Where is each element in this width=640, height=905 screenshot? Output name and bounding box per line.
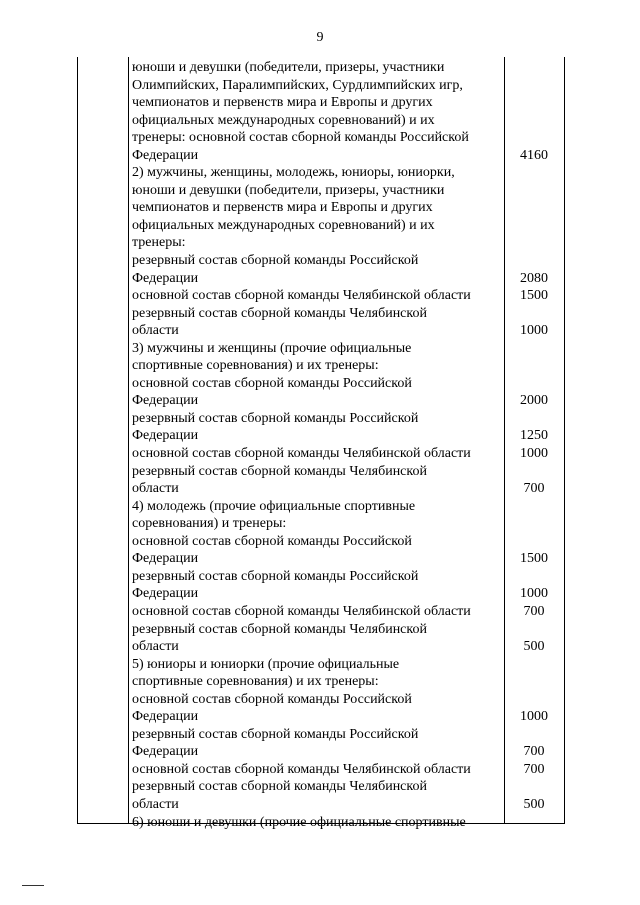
row-description xyxy=(132,375,504,410)
description-line: тренеры: xyxy=(132,235,186,251)
table-row xyxy=(132,726,564,761)
description-line: спортивные соревнования) и их тренеры: xyxy=(132,674,379,690)
table-row xyxy=(132,814,564,832)
description-line: Федерации xyxy=(132,744,199,760)
row-description xyxy=(132,814,504,832)
description-line: Федерации xyxy=(132,147,199,163)
description-line: области xyxy=(132,639,179,655)
description-line: спортивные соревнования) и их тренеры: xyxy=(132,358,379,374)
row-description xyxy=(132,621,504,656)
row-value: 1500 xyxy=(520,288,548,304)
table-row xyxy=(132,340,564,375)
description-line: области xyxy=(132,323,179,339)
table-rows xyxy=(132,59,564,831)
table-row xyxy=(132,761,564,779)
row-value: 700 xyxy=(523,744,545,760)
document-table xyxy=(77,57,565,830)
table-row xyxy=(132,498,564,533)
description-line: основной состав сборной команды Челябинской области xyxy=(132,288,471,304)
row-description xyxy=(132,778,504,813)
description-line: 4) молодежь (прочие официальные спортивные xyxy=(132,498,416,514)
description-line: основной состав сборной команды Российской xyxy=(132,691,412,707)
description-line: основной состав сборной команды Челябинской области xyxy=(132,603,471,619)
description-line: резервный состав сборной команды Челябинской xyxy=(132,621,427,637)
description-line: основной состав сборной команды Российской xyxy=(132,375,412,391)
footer-mark xyxy=(22,885,44,886)
row-description xyxy=(132,287,504,305)
description-line: резервный состав сборной команды Челябинской xyxy=(132,463,427,479)
row-description xyxy=(132,656,504,691)
row-value: 500 xyxy=(523,639,545,655)
description-line: юноши и девушки (победители, призеры, участники xyxy=(132,60,445,75)
description-line: официальных международных соревнований) и их xyxy=(132,217,435,233)
description-line: Федерации xyxy=(132,270,199,286)
row-value: 1000 xyxy=(520,709,548,725)
row-description xyxy=(132,603,504,621)
description-line: официальных международных соревнований) и их xyxy=(132,112,435,128)
table-row xyxy=(132,603,564,621)
description-line: области xyxy=(132,481,179,497)
description-line: резервный состав сборной команды Российской xyxy=(132,253,419,269)
description-line: Олимпийских, Паралимпийских, Сурдлимпийских игр, xyxy=(132,77,463,93)
table-row xyxy=(132,164,564,252)
row-value: 500 xyxy=(523,796,545,812)
row-value: 700 xyxy=(523,761,545,777)
row-value: 1000 xyxy=(520,323,548,339)
table-row xyxy=(132,463,564,498)
description-line: юноши и девушки (победители, призеры, участники xyxy=(132,182,445,198)
description-line: резервный состав сборной команды Челябинской xyxy=(132,779,427,795)
description-line: резервный состав сборной команды Российской xyxy=(132,726,419,742)
table-row xyxy=(132,568,564,603)
description-line: 5) юниоры и юниорки (прочие официальные xyxy=(132,656,400,672)
description-line: 3) мужчины и женщины (прочие официальные xyxy=(132,340,412,356)
table-row xyxy=(132,59,564,164)
table-row xyxy=(132,287,564,305)
description-line: основной состав сборной команды Челябинской области xyxy=(132,446,471,462)
row-description xyxy=(132,691,504,726)
description-line: Федерации xyxy=(132,551,199,567)
description-line: Федерации xyxy=(132,586,199,602)
description-line: области xyxy=(132,796,179,812)
table-row xyxy=(132,252,564,287)
row-description xyxy=(132,59,504,164)
row-description xyxy=(132,445,504,463)
row-description xyxy=(132,252,504,287)
table-row xyxy=(132,691,564,726)
description-line: соревнования) и тренеры: xyxy=(132,516,287,532)
description-line: резервный состав сборной команды Российской xyxy=(132,410,419,426)
row-description xyxy=(132,761,504,779)
row-description xyxy=(132,498,504,533)
description-line: тренеры: основной состав сборной команды Российской xyxy=(132,130,469,146)
row-value: 1500 xyxy=(520,551,548,567)
description-line: чемпионатов и первенств мира и Европы и других xyxy=(132,200,433,216)
row-description xyxy=(132,305,504,340)
table-row xyxy=(132,375,564,410)
row-value: 1250 xyxy=(520,428,548,444)
table-row xyxy=(132,778,564,813)
table-row xyxy=(132,621,564,656)
description-line: Федерации xyxy=(132,709,199,725)
row-description xyxy=(132,533,504,568)
table-row xyxy=(132,445,564,463)
description-line: 2) мужчины, женщины, молодежь, юниоры, юниорки, xyxy=(132,165,455,181)
table-row xyxy=(132,656,564,691)
description-line: Федерации xyxy=(132,393,199,409)
row-value: 700 xyxy=(523,481,545,497)
row-value: 2000 xyxy=(520,393,548,409)
description-line: чемпионатов и первенств мира и Европы и других xyxy=(132,95,433,111)
description-line: Федерации xyxy=(132,428,199,444)
description-line: основной состав сборной команды Российской xyxy=(132,533,412,549)
description-line: 6) юноши и девушки (прочие официальные спортивные xyxy=(132,814,466,830)
row-value: 1000 xyxy=(520,446,548,462)
row-description xyxy=(132,568,504,603)
description-line: резервный состав сборной команды Челябинской xyxy=(132,305,427,321)
row-description xyxy=(132,463,504,498)
column-divider-left xyxy=(128,57,129,823)
table-row xyxy=(132,533,564,568)
row-value: 1000 xyxy=(520,586,548,602)
page-number: 9 xyxy=(316,30,324,45)
row-value: 700 xyxy=(523,603,545,619)
row-description xyxy=(132,726,504,761)
table-row xyxy=(132,410,564,445)
description-line: резервный состав сборной команды Российской xyxy=(132,568,419,584)
row-description xyxy=(132,164,504,252)
table-row xyxy=(132,305,564,340)
row-value: 2080 xyxy=(520,270,548,286)
row-description xyxy=(132,410,504,445)
description-line: основной состав сборной команды Челябинской области xyxy=(132,761,471,777)
row-description xyxy=(132,340,504,375)
row-value: 4160 xyxy=(520,147,548,163)
